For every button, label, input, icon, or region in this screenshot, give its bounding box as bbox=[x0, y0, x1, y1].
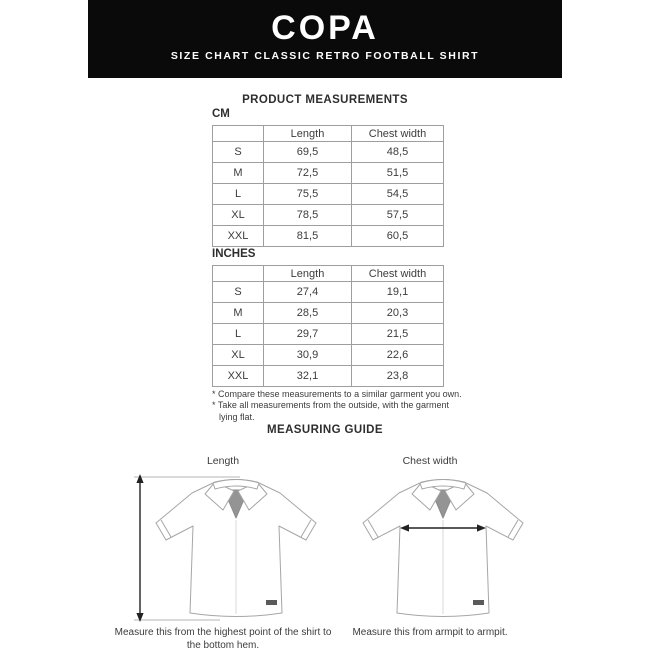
size-cell: 51,5 bbox=[352, 163, 444, 184]
size-cell: 60,5 bbox=[352, 226, 444, 247]
chest-width-caption: Measure this from armpit to armpit. bbox=[352, 627, 508, 638]
size-row-l bbox=[213, 324, 444, 345]
size-cell: 22,6 bbox=[352, 345, 444, 366]
table-header-row bbox=[213, 126, 444, 142]
size-cell: 23,8 bbox=[352, 366, 444, 387]
size-cell: 69,5 bbox=[264, 142, 352, 163]
column-header bbox=[213, 266, 264, 282]
footnote-compare: * Compare these measurements to a similar garment you own. bbox=[212, 389, 462, 399]
size-cell: 27,4 bbox=[264, 282, 352, 303]
size-cell: 48,5 bbox=[352, 142, 444, 163]
size-cell: 54,5 bbox=[352, 184, 444, 205]
size-cell: 29,7 bbox=[264, 324, 352, 345]
column-header: Chest width bbox=[352, 126, 444, 142]
cm-table-section bbox=[212, 108, 444, 247]
footnote-outside: * Take all measurements from the outside, with the garment lying flat. bbox=[212, 400, 449, 422]
length-arrow bbox=[136, 474, 143, 622]
size-row-m bbox=[213, 303, 444, 324]
brand-header bbox=[88, 0, 562, 78]
size-cell: L bbox=[213, 184, 264, 205]
size-row-l bbox=[213, 184, 444, 205]
unit-label-cm: CM bbox=[212, 108, 230, 120]
column-header bbox=[213, 126, 264, 142]
size-row-xxl bbox=[213, 226, 444, 247]
size-cell: 57,5 bbox=[352, 205, 444, 226]
inches-size-table bbox=[212, 265, 444, 387]
size-cell: M bbox=[213, 163, 264, 184]
chest-width-diagram bbox=[335, 455, 525, 639]
column-header: Length bbox=[264, 126, 352, 142]
size-cell: 81,5 bbox=[264, 226, 352, 247]
size-row-xl bbox=[213, 345, 444, 366]
size-cell: S bbox=[213, 282, 264, 303]
size-cell: XL bbox=[213, 205, 264, 226]
cm-size-table bbox=[212, 125, 444, 247]
size-cell: 72,5 bbox=[264, 163, 352, 184]
size-cell: XXL bbox=[213, 226, 264, 247]
inches-table-section bbox=[212, 248, 444, 387]
size-cell: XXL bbox=[213, 366, 264, 387]
size-cell: M bbox=[213, 303, 264, 324]
length-diagram-label: Length bbox=[206, 455, 240, 467]
size-cell: 78,5 bbox=[264, 205, 352, 226]
size-cell: 28,5 bbox=[264, 303, 352, 324]
chart-subtitle: SIZE CHART CLASSIC RETRO FOOTBALL SHIRT bbox=[170, 49, 480, 62]
product-measurements-title: PRODUCT MEASUREMENTS bbox=[242, 94, 408, 106]
chest-width-shirt-illustration bbox=[335, 472, 525, 624]
size-cell: 30,9 bbox=[264, 345, 352, 366]
size-row-xxl bbox=[213, 366, 444, 387]
size-cell: 19,1 bbox=[352, 282, 444, 303]
measuring-guide-title: MEASURING GUIDE bbox=[267, 424, 383, 436]
size-cell: 20,3 bbox=[352, 303, 444, 324]
size-cell: 75,5 bbox=[264, 184, 352, 205]
unit-label-inches: INCHES bbox=[212, 248, 256, 260]
length-diagram bbox=[114, 455, 332, 650]
chest-width-diagram-label: Chest width bbox=[402, 455, 458, 467]
size-row-xl bbox=[213, 205, 444, 226]
size-cell: S bbox=[213, 142, 264, 163]
size-row-s bbox=[213, 142, 444, 163]
copa-logo: COPA bbox=[271, 9, 379, 47]
table-header-row bbox=[213, 266, 444, 282]
size-row-s bbox=[213, 282, 444, 303]
length-shirt-illustration bbox=[128, 472, 318, 624]
size-cell: 21,5 bbox=[352, 324, 444, 345]
length-caption: Measure this from the highest point of the shirt to the bottom hem. bbox=[114, 627, 332, 650]
column-header: Length bbox=[264, 266, 352, 282]
column-header: Chest width bbox=[352, 266, 444, 282]
footnotes bbox=[212, 389, 468, 423]
size-cell: L bbox=[213, 324, 264, 345]
size-cell: XL bbox=[213, 345, 264, 366]
size-row-m bbox=[213, 163, 444, 184]
size-cell: 32,1 bbox=[264, 366, 352, 387]
